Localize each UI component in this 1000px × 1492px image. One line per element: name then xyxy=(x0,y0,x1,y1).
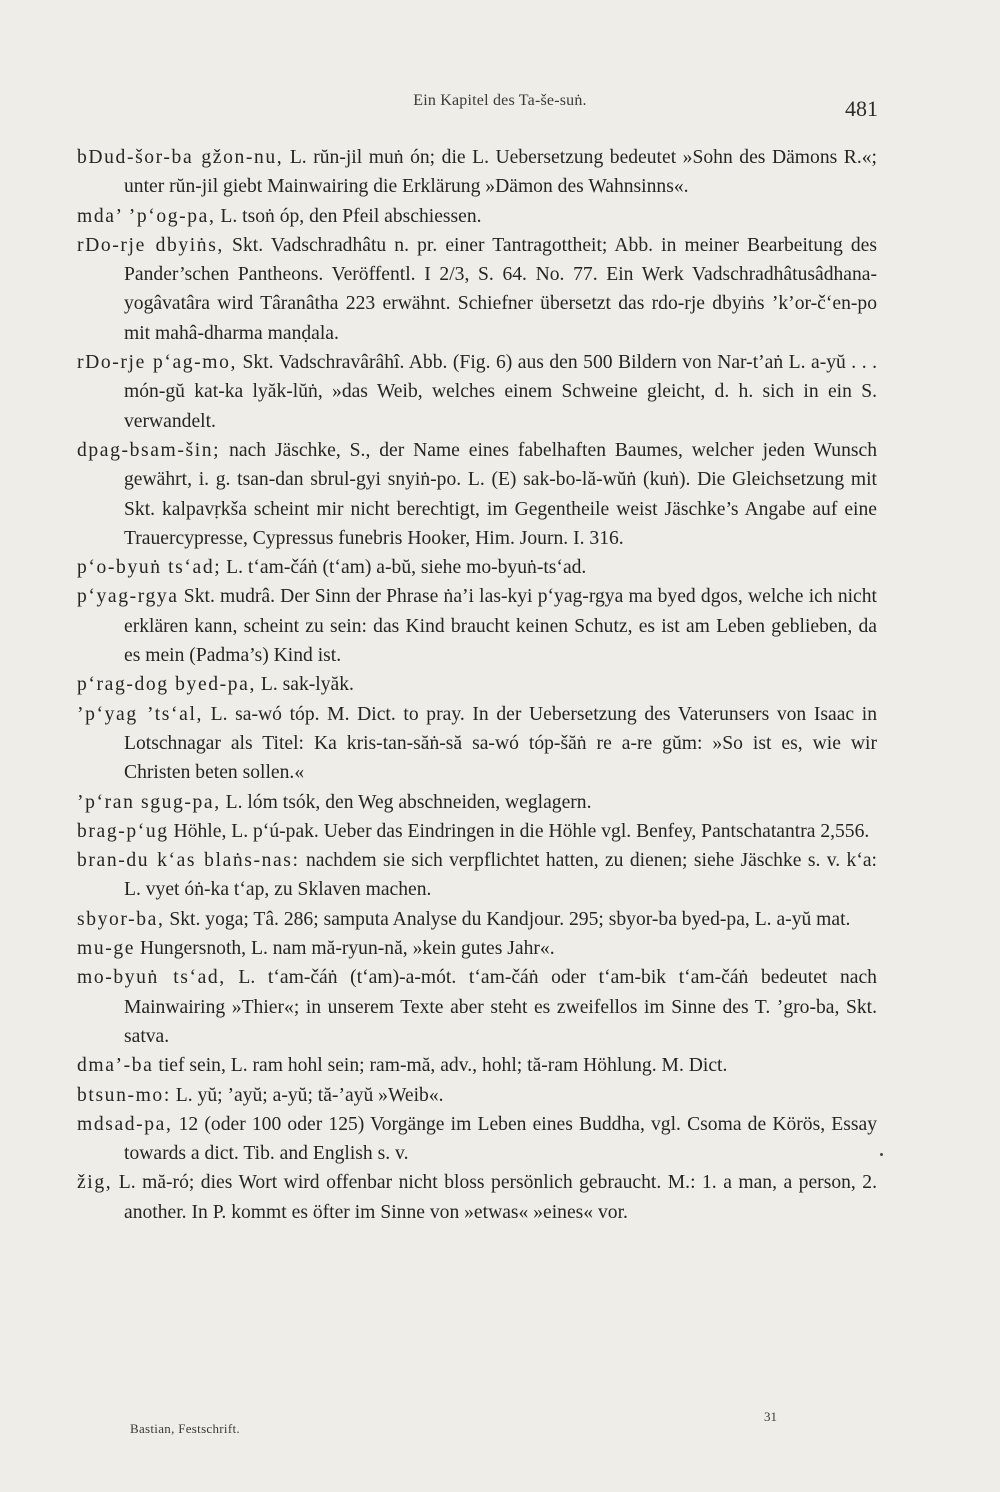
entry-lemma: p‘rag-dog byed-pa, xyxy=(77,674,256,696)
glossary-entry xyxy=(77,1110,877,1169)
entry-lemma: mda’ ’p‘og-pa, xyxy=(77,205,216,227)
glossary-entry xyxy=(77,1168,877,1227)
entry-lemma: dma’-ba xyxy=(77,1055,154,1077)
print-speck xyxy=(880,1153,883,1156)
entry-lemma: mdsad-pa, xyxy=(77,1113,173,1135)
entry-lemma: ’p‘ran sgug-pa, xyxy=(77,791,221,813)
entry-lemma: mu-ge xyxy=(77,938,136,960)
running-title: Ein Kapitel des Ta-še-suṅ. xyxy=(413,92,587,109)
entry-text: Skt. Vadschravârâhî. Abb. (Fig. 6) aus den 500 Bildern von Nar-t’aṅ L. a-yŭ . . . món-gŭ kat-ka lyăk-lŭṅ, »das Weib, welches einem Schweine gleicht, d. h. sich in ein S. verwandelt. xyxy=(124,352,877,432)
entry-lemma: p‘o-byuṅ ts‘ad; xyxy=(77,557,222,579)
glossary-entry xyxy=(77,1081,877,1110)
glossary-entry xyxy=(77,905,877,934)
entry-text: tief sein, L. ram hohl sein; ram-mă, adv., hohl; tă-ram Höhlung. M. Dict. xyxy=(153,1055,728,1077)
entry-lemma: sbyor-ba, xyxy=(77,908,165,930)
glossary-entry xyxy=(77,817,877,846)
entry-text: Skt. Vadschradhâtu n. pr. einer Tantragottheit; Abb. in meiner Bearbeitung des Pander’schen Pantheons. Veröffentl. I 2/3, S. 64. No. 77. Ein Werk Vadschradhâtusâdhana-yogâvatâra wird Târanâtha 223 erwähnt. Schiefner übersetzt das rdo-rje dbyiṅs ’k’or-č‘en-po mit mahâ-dharma manḍala. xyxy=(124,234,877,344)
entry-text: L. mă-ró; dies Wort wird offenbar nicht bloss persönlich gebraucht. M.: 1. a man, a person, 2. another. In P. kommt es öfter im Sinne von »etwas« »eines« vor. xyxy=(112,1172,877,1223)
entry-lemma: ’p‘yag ’ts‘al, xyxy=(77,703,203,725)
entry-text: L. t‘am-čáṅ (t‘am)-a-mót. t‘am-čáṅ oder t‘am-bik t‘am-čáṅ bedeutet nach Mainwairing »Thier«; in unserem Texte aber steht es zweifellos im Sinne des T. ’gro-ba, Skt. satva. xyxy=(124,967,877,1047)
glossary-entry xyxy=(77,202,877,231)
glossary-entry xyxy=(77,846,877,905)
entry-text: Höhle, L. p‘ú-pak. Ueber das Eindringen in die Höhle vgl. Benfey, Pantschatantra 2,556. xyxy=(168,820,870,842)
glossary-entry xyxy=(77,582,877,670)
entry-text: L. yŭ; ’ayŭ; a-yŭ; tă-’ayŭ »Weib«. xyxy=(170,1084,444,1106)
footer-signature: 31 xyxy=(764,1409,777,1424)
entry-lemma: žig, xyxy=(77,1172,113,1194)
entry-lemma: brag-p‘ug xyxy=(77,820,169,842)
entry-text: L. lóm tsók, den Weg abschneiden, weglagern. xyxy=(220,791,592,813)
glossary-entries xyxy=(77,143,877,1227)
entry-text: nachdem sie sich verpflichtet hatten, zu dienen; siehe Jäschke s. v. k‘a: L. vyet óṅ-ka t‘ap, zu Sklaven machen. xyxy=(124,850,877,901)
entry-lemma: dpag-bsam-šin; xyxy=(77,439,221,461)
entry-text: L. sa-wó tóp. M. Dict. to pray. In der Uebersetzung des Vaterunsers von Isaac in Lotschnagar als Titel: Ka kris-tan-săṅ-să sa-wó tóp-šăṅ re a-re gŭm: »So ist es, wie wir Christen beten sollen.« xyxy=(124,703,877,784)
glossary-entry xyxy=(77,934,877,963)
entry-lemma: rDo-rje p‘ag-mo, xyxy=(77,352,238,374)
entry-lemma: bDud-šor-ba gžon-nu, xyxy=(77,147,284,168)
entry-text: L. t‘am-čáṅ (t‘am) a-bŭ, siehe mo-byuṅ-ts‘ad. xyxy=(221,557,587,579)
glossary-entry xyxy=(77,700,877,788)
page-number: 481 xyxy=(845,96,878,121)
glossary-entry xyxy=(77,231,877,348)
entry-text: 12 (oder 100 oder 125) Vorgänge im Leben eines Buddha, vgl. Csoma de Körös, Essay towards a dict. Tib. and English s. v. xyxy=(124,1113,877,1165)
entry-text: L. sak-lyăk. xyxy=(255,674,354,696)
glossary-entry xyxy=(77,436,877,553)
entry-text: L. rŭn-jil muṅ ón; die L. Uebersetzung bedeutet »Sohn des Dämons R.«; unter rŭn-jil giebt Mainwairing die Erklärung »Dämon des Wahnsinns«. xyxy=(124,147,877,198)
glossary-entry xyxy=(77,670,877,699)
entry-text: nach Jäschke, S., der Name eines fabelhaften Baumes, welcher jeden Wunsch gewährt, i. g. tsan-dan sbrul-gyi snyiṅ-po. L. (E) sak-bo-lă-wŭṅ (kuṅ). Die Gleichsetzung mit Skt. kalpavṛkša scheint mir nicht berechtigt, im Gegentheile weist Jäschke’s Angabe auf eine Trauercypresse, Cypressus funebris Hooker, Him. Journ. I. 316. xyxy=(124,439,877,549)
glossary-entry xyxy=(77,553,877,582)
entry-text: L. tsoṅ óp, den Pfeil abschiessen. xyxy=(215,205,482,227)
glossary-entry xyxy=(77,348,877,436)
entry-lemma: rDo-rje dbyiṅs, xyxy=(77,234,224,256)
entry-text: Hungersnoth, L. nam mă-ryun-nă, »kein gutes Jahr«. xyxy=(135,938,555,960)
glossary-entry xyxy=(77,143,877,202)
entry-lemma: bran-du k‘as blaṅs-nas: xyxy=(77,850,300,872)
entry-lemma: btsun-mo: xyxy=(77,1084,171,1106)
entry-text: Skt. yoga; Tâ. 286; samputa Analyse du Kandjour. 295; sbyor-ba byed-pa, L. a-yŭ mat. xyxy=(164,908,851,930)
glossary-entry xyxy=(77,963,877,1051)
entry-text: Skt. mudrâ. Der Sinn der Phrase ṅa’i las-kyi p‘yag-rgya ma byed dgos, welche ich nicht erklären kann, scheint zu sein: das Kind braucht keinen Schutz, es ist am Leben geblieben, da es mein (Padma’s) Kind ist. xyxy=(124,586,877,667)
entry-lemma: p‘yag-rgya xyxy=(77,586,179,608)
glossary-entry xyxy=(77,1051,877,1080)
footer-source: Bastian, Festschrift. xyxy=(130,1421,240,1436)
entry-lemma: mo-byuṅ ts‘ad, xyxy=(77,967,226,989)
glossary-entry xyxy=(77,788,877,817)
